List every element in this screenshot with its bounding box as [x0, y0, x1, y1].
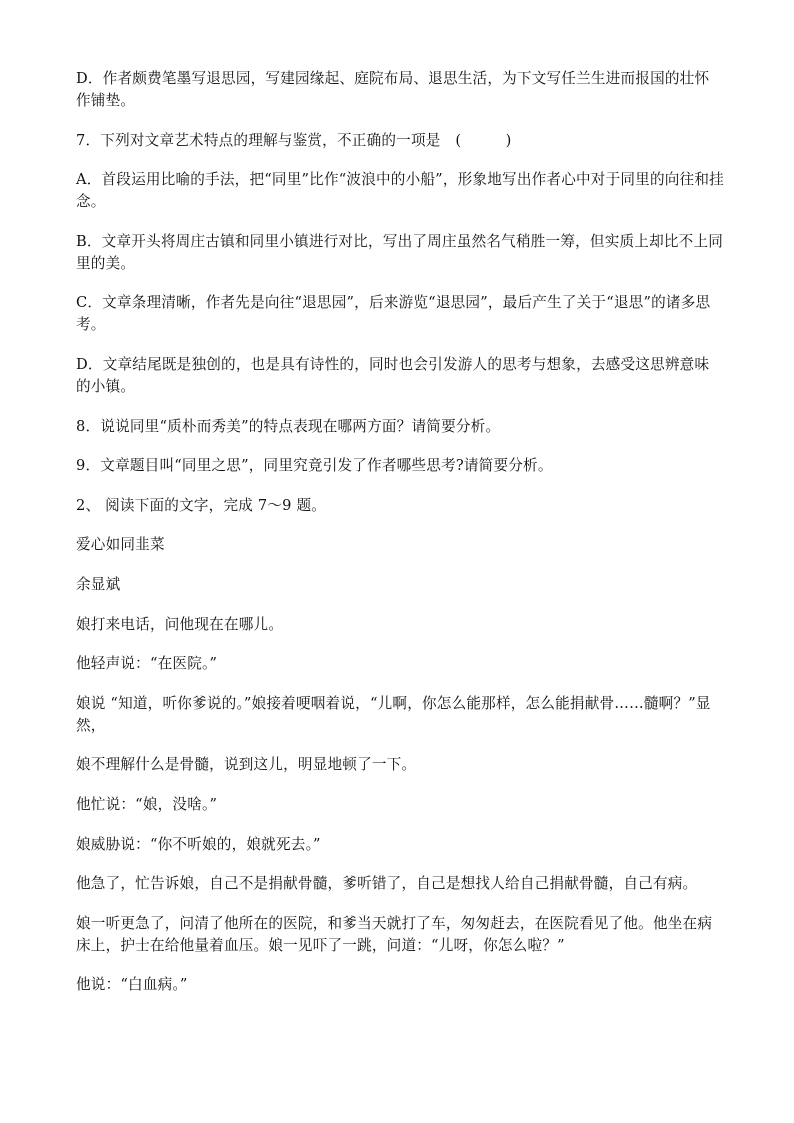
story-paragraph: 娘打来电话，问他现在在哪儿。: [76, 615, 284, 633]
story-paragraph: 娘说 “知道，听你爹说的。”娘接着哽咽着说，“儿啊，你怎么能那样，怎么能捐献骨……髓啊？”显然，: [76, 694, 711, 734]
question-9: 9．文章题目叫“同里之思”，同里究竟引发了作者哪些思考?请简要分析。: [76, 457, 553, 475]
question-7: 7．下列对文章艺术特点的理解与鉴赏，不正确的一项是 ( ): [76, 131, 512, 149]
option-c-paragraph: C．文章条理清晰，作者先是向往“退思园”，后来游览“退思园”，最后产生了关于“退思”的诸多思考。: [76, 294, 711, 334]
story-author: 余显斌: [76, 575, 121, 593]
story-paragraph: 娘不理解什么是骨髓，说到这儿，明显地顿了一下。: [76, 756, 417, 774]
story-paragraph: 他忙说：“娘，没啥。”: [76, 795, 218, 813]
option-a-paragraph: A．首段运用比喻的手法，把“同里”比作“波浪中的小船”，形象地写出作者心中对于同里的向往和挂念。: [76, 171, 724, 211]
story-paragraph: 他急了，忙告诉娘，自己不是捐献骨髓，爹听错了，自己是想找人给自己捐献骨髓，自己有病。: [76, 875, 698, 893]
option-b-paragraph: B．文章开头将周庄古镇和同里小镇进行对比，写出了周庄虽然名气稍胜一筹，但实质上却比不上同里的美。: [76, 232, 724, 272]
option-d-paragraph: D．作者颇费笔墨写退思园，写建园缘起、庭院布局、退思生活，为下文写任兰生进而报国的壮怀作铺垫。: [76, 70, 710, 109]
story-paragraph: 娘一听更急了，问清了他所在的医院，和爹当天就打了车，匆匆赶去，在医院看见了他。他坐在病床上，护士在给他量着血压。娘一见吓了一跳，问道：“儿呀，你怎么啦？”: [76, 914, 713, 954]
question-8: 8．说说同里“质朴而秀美”的特点表现在哪两方面？请简要分析。: [76, 417, 501, 435]
reading-instruction: 2、 阅读下面的文字，完成 7～9 题。: [76, 496, 327, 514]
story-title: 爱心如同韭菜: [76, 536, 165, 554]
option-d2-paragraph: D．文章结尾既是独创的，也是具有诗性的，同时也会引发游人的思考与想象，去感受这思辨意味的小镇。: [76, 355, 710, 395]
story-paragraph: 娘威胁说：“你不听娘的，娘就死去。”: [76, 835, 321, 853]
story-paragraph: 他轻声说：“在医院。”: [76, 655, 218, 673]
story-paragraph: 他说：“白血病。”: [76, 976, 188, 994]
document-page: [76, 68, 724, 1014]
